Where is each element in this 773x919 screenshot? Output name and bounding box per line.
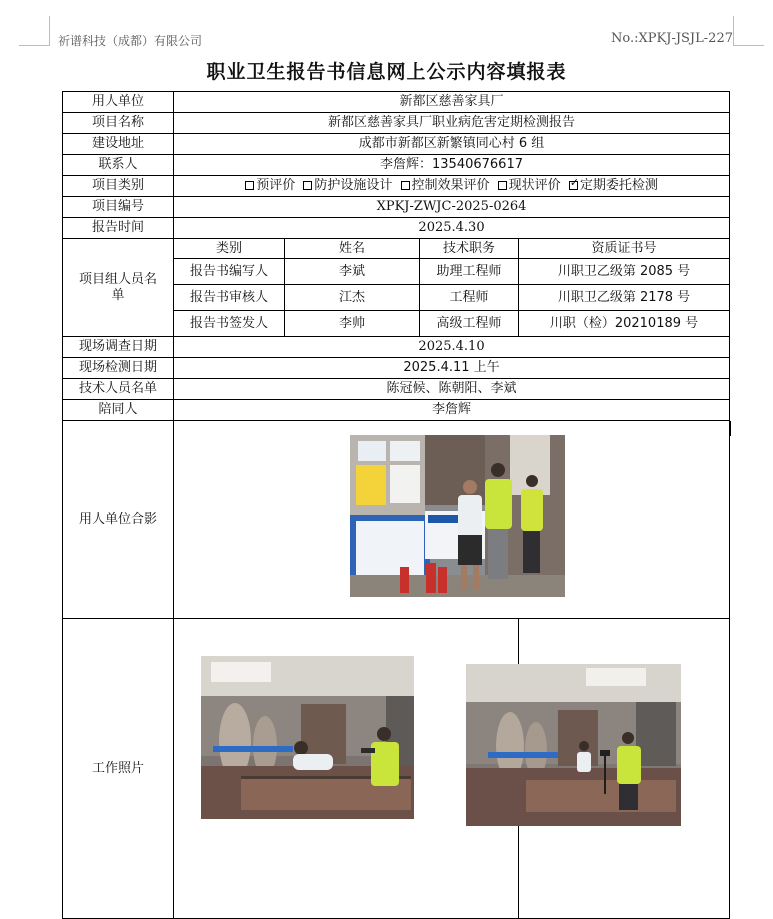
team-role: 报告书编写人 [174,259,285,285]
work-photo-label: 工作照片 [63,619,174,919]
option-status-evaluation [498,178,561,193]
team-cert: 川职卫乙级第 2085 号 [519,259,730,285]
crop-mark-right-v [733,16,734,46]
team-cert: 川职（检）20210189 号 [519,311,730,337]
project-name-value: 新都区慈善家具厂职业病危害定期检测报告 [174,113,730,134]
checkbox-protection-design [303,181,312,190]
team-name: 江杰 [285,285,420,311]
header-doc-number: No.:XPKJ-JSJL-227 [611,31,733,46]
project-name-label: 项目名称 [63,113,174,134]
header-company: 祈谱科技（成都）有限公司 [58,34,203,48]
checkbox-status-evaluation [498,181,507,190]
option-control-effect [401,178,490,193]
accompany-value: 李詹辉 [174,400,730,421]
survey-date-label: 现场调查日期 [63,337,174,358]
test-date-label: 现场检测日期 [63,358,174,379]
report-date-label: 报告时间 [63,218,174,239]
document-title: 职业卫生报告书信息网上公示内容填报表 [206,61,567,83]
team-label: 项目组人员名单 [63,239,174,337]
team-title: 高级工程师 [420,311,519,337]
team-cert: 川职卫乙级第 2178 号 [519,285,730,311]
test-date-value: 2025.4.11 上午 [174,358,730,379]
crop-mark-left-h [19,45,50,46]
team-header-cert: 资质证书号 [519,239,730,259]
contact-value: 李詹辉：13540676617 [174,155,730,176]
employer-value: 新都区慈善家具厂 [174,92,730,113]
crop-mark-left-v [49,16,50,46]
team-name: 李帅 [285,311,420,337]
work-photo-1 [201,656,414,819]
crop-mark-right-h [733,45,764,46]
text-cursor [730,421,731,436]
option-periodic-testing-text: 定期委托检测 [579,178,658,194]
contact-label: 联系人 [63,155,174,176]
team-role: 报告书审核人 [174,285,285,311]
option-control-effect-text: 控制效果评价 [411,178,490,194]
project-type-options [174,176,730,197]
report-date-value: 2025.4.30 [174,218,730,239]
accompany-label: 陪同人 [63,400,174,421]
checkbox-control-effect [401,181,410,190]
team-title: 工程师 [420,285,519,311]
address-value: 成都市新都区新繁镇同心村 6 组 [174,134,730,155]
address-label: 建设地址 [63,134,174,155]
technicians-value: 陈冠候、陈朝阳、李斌 [174,379,730,400]
team-role: 报告书签发人 [174,311,285,337]
checkbox-periodic-testing [569,181,578,190]
team-header-role: 类别 [174,239,285,259]
employer-label: 用人单位 [63,92,174,113]
project-code-value: XPKJ-ZWJC-2025-0264 [174,197,730,218]
option-periodic-testing [569,178,658,193]
option-protection-design-text: 防护设施设计 [314,178,393,194]
option-status-evaluation-text: 现状评价 [508,178,561,194]
work-photo-2 [466,664,681,826]
option-pre-evaluation-text: 预评价 [256,178,296,194]
project-type-label: 项目类别 [63,176,174,197]
team-name: 李斌 [285,259,420,285]
option-protection-design [303,178,392,193]
team-title: 助理工程师 [420,259,519,285]
checkbox-pre-evaluation [245,181,254,190]
team-header-name: 姓名 [285,239,420,259]
option-pre-evaluation [245,178,295,193]
project-code-label: 项目编号 [63,197,174,218]
survey-date-value: 2025.4.10 [174,337,730,358]
team-header-title: 技术职务 [420,239,519,259]
group-photo-label: 用人单位合影 [63,421,174,619]
group-photo [350,435,565,597]
technicians-label: 技术人员名单 [63,379,174,400]
